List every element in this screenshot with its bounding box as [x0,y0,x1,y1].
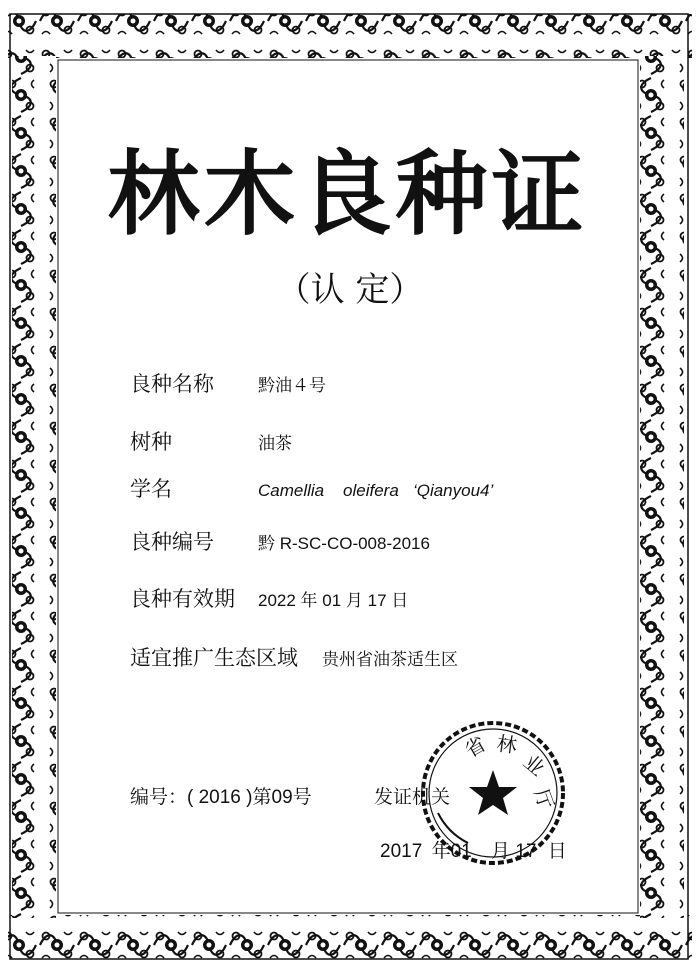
certificate-number [130,782,312,809]
field-variety-name [130,368,326,398]
number-label: 编号：( [130,787,194,808]
svg-text:省: 省 [460,731,490,763]
field-value: 2022 年 01 月 17 日 [258,591,409,610]
svg-text:厅: 厅 [529,785,559,813]
field-label: 适宜推广生态区域 [130,646,298,670]
field-validity-period [130,583,408,613]
svg-text:业: 业 [518,749,550,781]
field-label: 学名 [130,477,172,501]
field-value: 油茶 [258,434,292,453]
field-scientific-name [130,473,493,503]
field-value: 黔 R-SC-CO-008-2016 [258,534,430,553]
field-label: 良种有效期 [130,587,235,611]
field-tree-species [130,426,292,456]
issue-date [380,836,567,863]
field-label: 树种 [130,430,172,454]
field-value: 黔油４号 [258,376,326,395]
issue-year-unit: 年 [431,841,451,862]
field-variety-number [130,526,430,556]
issue-month-unit: 月 [491,841,511,862]
number-suffix: )第09号 [246,787,312,808]
issue-year: 2017 [380,841,423,862]
certificate-title: 林木良种证 [107,141,588,248]
issue-month: 01 [450,841,472,862]
issue-day: 17 [515,841,537,862]
issue-day-unit: 日 [547,841,567,862]
field-suitable-region [130,642,458,672]
issuer-label: 发证机关 [374,787,451,808]
field-label: 良种名称 [130,372,214,396]
certificate-subtitle: （认 定） [276,270,424,310]
field-value: Camellia oleifera ‘Qianyou4’ [258,481,494,500]
field-label: 良种编号 [130,530,214,554]
field-value: 贵州省油茶适生区 [322,650,458,669]
svg-text:林: 林 [495,731,519,758]
number-value: 2016 [198,787,241,808]
